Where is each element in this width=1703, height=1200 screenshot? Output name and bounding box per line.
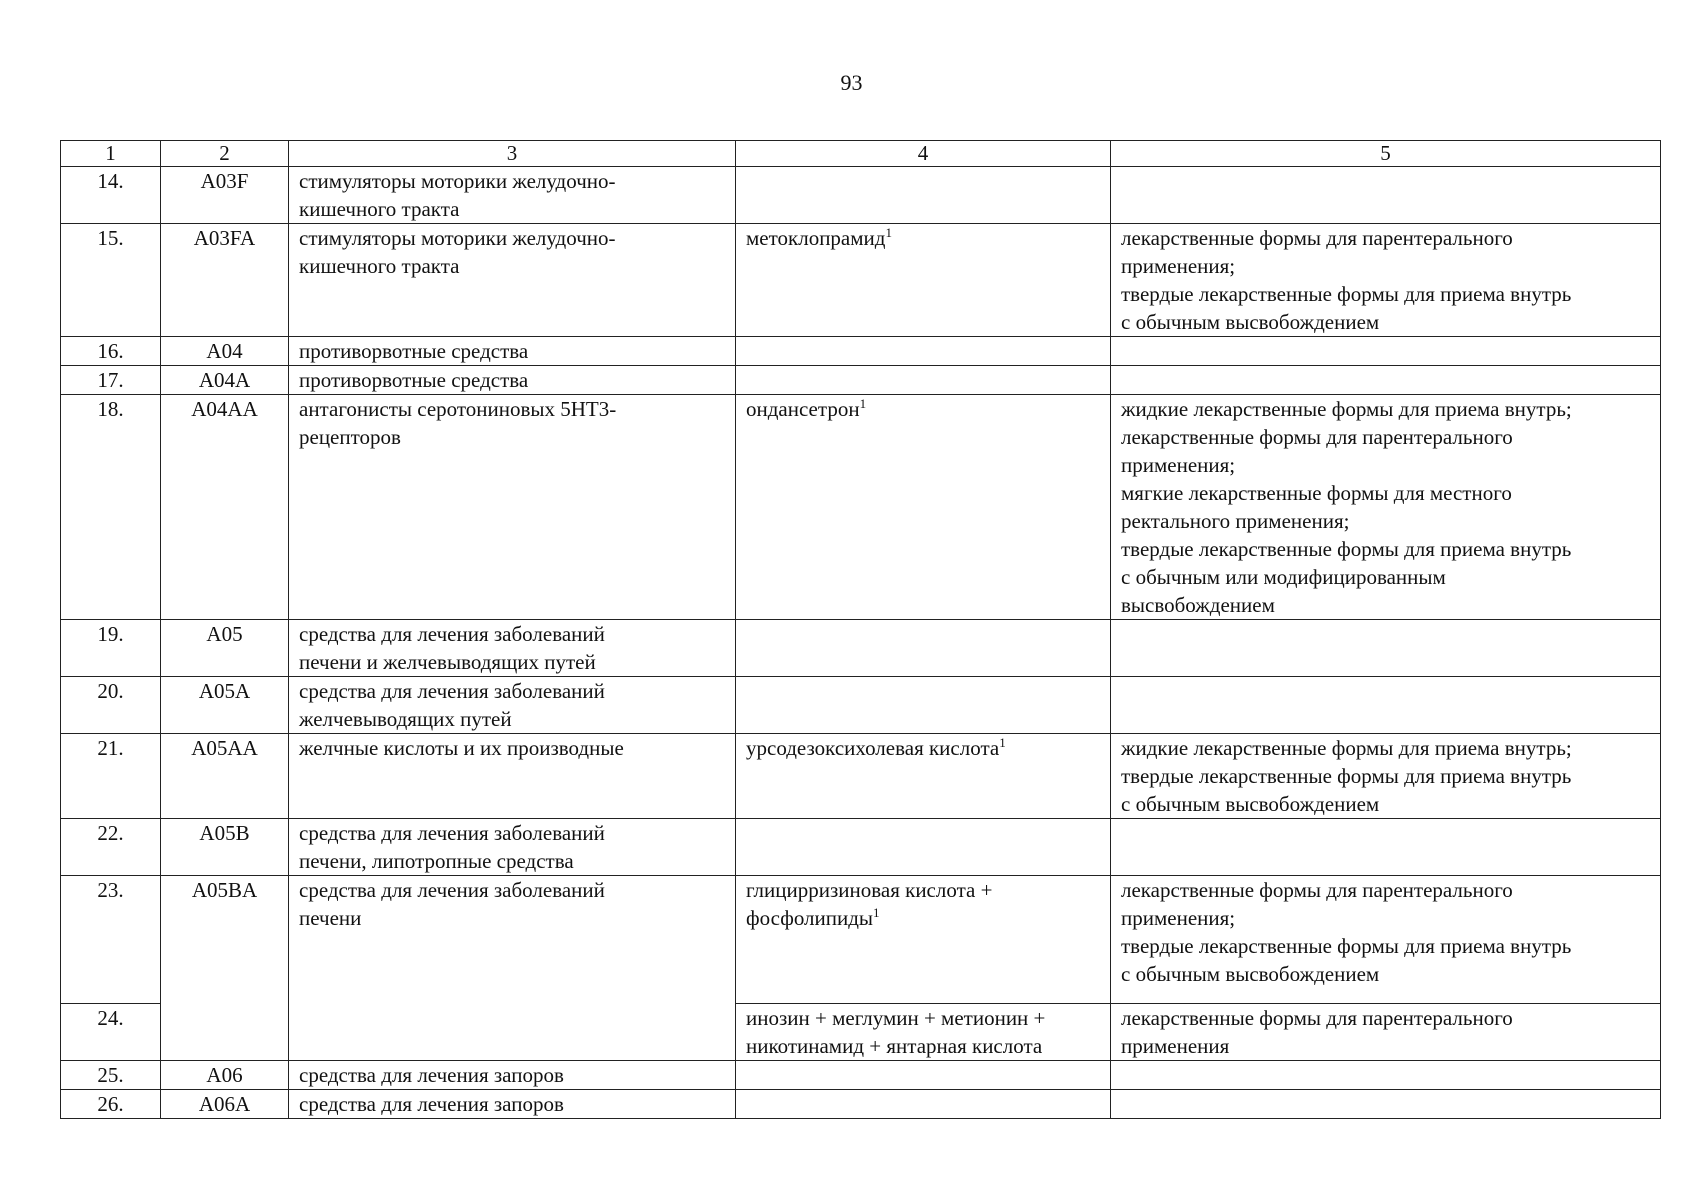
atc-code: A06 [161,1061,289,1090]
dosage-forms [1111,620,1661,677]
drug-name [736,167,1111,224]
table-row [61,167,1661,224]
row-number: 25. [61,1061,161,1090]
group-name: стимуляторы моторики желудочно- кишечного тракта [289,224,736,337]
atc-code: A03F [161,167,289,224]
group-name: стимуляторы моторики желудочно- кишечного тракта [289,167,736,224]
drug-name [736,1061,1111,1090]
atc-code: A05BA [161,876,289,1061]
dosage-forms [1111,1061,1661,1090]
group-name: средства для лечения запоров [289,1090,736,1119]
atc-code: A04A [161,366,289,395]
drug-name-text: глицирризиновая кислота + фосфолипиды [746,878,993,930]
group-name: желчные кислоты и их производные [289,734,736,819]
atc-code: A06A [161,1090,289,1119]
table-header-row [61,141,1661,167]
row-number: 17. [61,366,161,395]
header-cell: 4 [736,141,1111,167]
row-number: 16. [61,337,161,366]
footnote-mark: 1 [999,735,1006,750]
row-number: 14. [61,167,161,224]
row-number: 26. [61,1090,161,1119]
dosage-forms: жидкие лекарственные формы для приема внутрь; лекарственные формы для парентерального применения; мягкие лекарственные формы для местного ректального применения; твердые лекарственные формы для приема внутрь с обычным или модифицированным высвобождением [1111,395,1661,620]
group-name: средства для лечения запоров [289,1061,736,1090]
drug-name-text: ондансетрон [746,397,860,421]
group-name: антагонисты серотониновых 5HT3- рецепторов [289,395,736,620]
drug-name [736,337,1111,366]
drug-name [736,620,1111,677]
drug-name-text: метоклопрамид [746,226,886,250]
drug-name [736,1090,1111,1119]
atc-code: A04AA [161,395,289,620]
drug-name-text: урсодезоксихолевая кислота [746,736,1000,760]
footnote-mark: 1 [885,225,892,240]
group-name: противорвотные средства [289,366,736,395]
drug-name [736,734,1111,819]
table-row [61,677,1661,734]
dosage-forms [1111,167,1661,224]
drug-name [736,876,1111,1004]
row-number: 19. [61,620,161,677]
group-name: противорвотные средства [289,337,736,366]
table-row [61,876,1661,1004]
row-number: 24. [61,1004,161,1061]
footnote-mark: 1 [873,905,880,920]
footnote-mark: 1 [859,396,867,411]
dosage-forms: лекарственные формы для парентерального применения [1111,1004,1661,1061]
group-name: средства для лечения заболеваний печени [289,876,736,1061]
row-number: 20. [61,677,161,734]
atc-code: A05AA [161,734,289,819]
table-row [61,734,1661,819]
dosage-forms [1111,819,1661,876]
table-row [61,395,1661,620]
atc-code: A03FA [161,224,289,337]
row-number: 15. [61,224,161,337]
group-name: средства для лечения заболеваний печени и желчевыводящих путей [289,620,736,677]
table-row [61,1061,1661,1090]
dosage-forms [1111,337,1661,366]
drug-name [736,224,1111,337]
atc-code: A05B [161,819,289,876]
dosage-forms [1111,1090,1661,1119]
drug-name [736,1004,1111,1061]
row-number: 21. [61,734,161,819]
table-row [61,1090,1661,1119]
group-name: средства для лечения заболеваний печени, липотропные средства [289,819,736,876]
header-cell: 3 [289,141,736,167]
header-cell: 2 [161,141,289,167]
drug-name [736,366,1111,395]
header-cell: 1 [61,141,161,167]
dosage-forms: лекарственные формы для парентерального применения; твердые лекарственные формы для приема внутрь с обычным высвобождением [1111,876,1661,1004]
table-row [61,620,1661,677]
group-name: средства для лечения заболеваний желчевыводящих путей [289,677,736,734]
drug-name [736,395,1111,620]
dosage-forms [1111,677,1661,734]
atc-code: A05A [161,677,289,734]
row-number: 18. [61,395,161,620]
drug-name [736,677,1111,734]
drug-table [60,140,1661,1119]
dosage-forms: жидкие лекарственные формы для приема внутрь; твердые лекарственные формы для приема внутрь с обычным высвобождением [1111,734,1661,819]
page-number: 93 [840,70,863,95]
atc-code: A04 [161,337,289,366]
table-row [61,366,1661,395]
atc-code: A05 [161,620,289,677]
header-cell: 5 [1111,141,1661,167]
drug-name-text: инозин + меглумин + метионин + никотинамид + янтарная кислота [746,1006,1046,1058]
dosage-forms [1111,366,1661,395]
row-number: 23. [61,876,161,1004]
drug-name [736,819,1111,876]
table-row [61,337,1661,366]
dosage-forms: лекарственные формы для парентерального применения; твердые лекарственные формы для приема внутрь с обычным высвобождением [1111,224,1661,337]
row-number: 22. [61,819,161,876]
table-row [61,224,1661,337]
table-row [61,819,1661,876]
